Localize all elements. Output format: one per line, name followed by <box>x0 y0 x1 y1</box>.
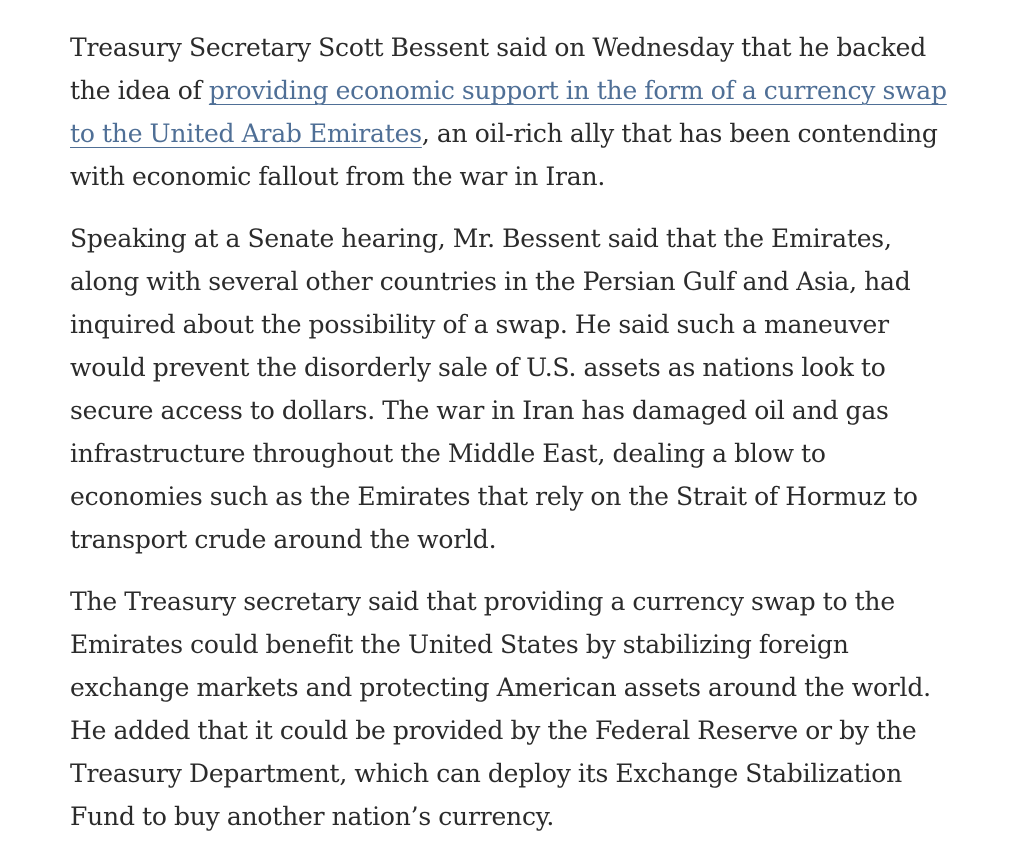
article-paragraph-1 <box>70 26 950 198</box>
currency-swap-article-link[interactable]: providing economic support in the form of a currency swap to the United Arab Emirates <box>70 76 947 148</box>
article-paragraph-3: The Treasury secretary said that providing a currency swap to the Emirates could benefit the United States by stabilizing foreign exchange markets and protecting American assets around the world. He added that it could be provided by the Federal Reserve or by the Treasury Department, which can deploy its Exchange Stabilization Fund to buy another nation’s currency. <box>70 587 931 831</box>
paragraph-1-trailing-text: , an oil-rich ally that has been contending with economic fallout from the war in Iran. <box>70 119 938 191</box>
article-body <box>70 26 950 857</box>
article-paragraph-2: Speaking at a Senate hearing, Mr. Bessent said that the Emirates, along with several other countries in the Persian Gulf and Asia, had inquired about the possibility of a swap. He said such a maneuver would prevent the disorderly sale of U.S. assets as nations look to secure access to dollars. The war in Iran has damaged oil and gas infrastructure throughout the Middle East, dealing a blow to economies such as the Emirates that rely on the Strait of Hormuz to transport crude around the world. <box>70 224 918 554</box>
paragraph-1-lead-text: Treasury Secretary Scott Bessent said on Wednesday that he backed the idea of <box>70 33 927 105</box>
